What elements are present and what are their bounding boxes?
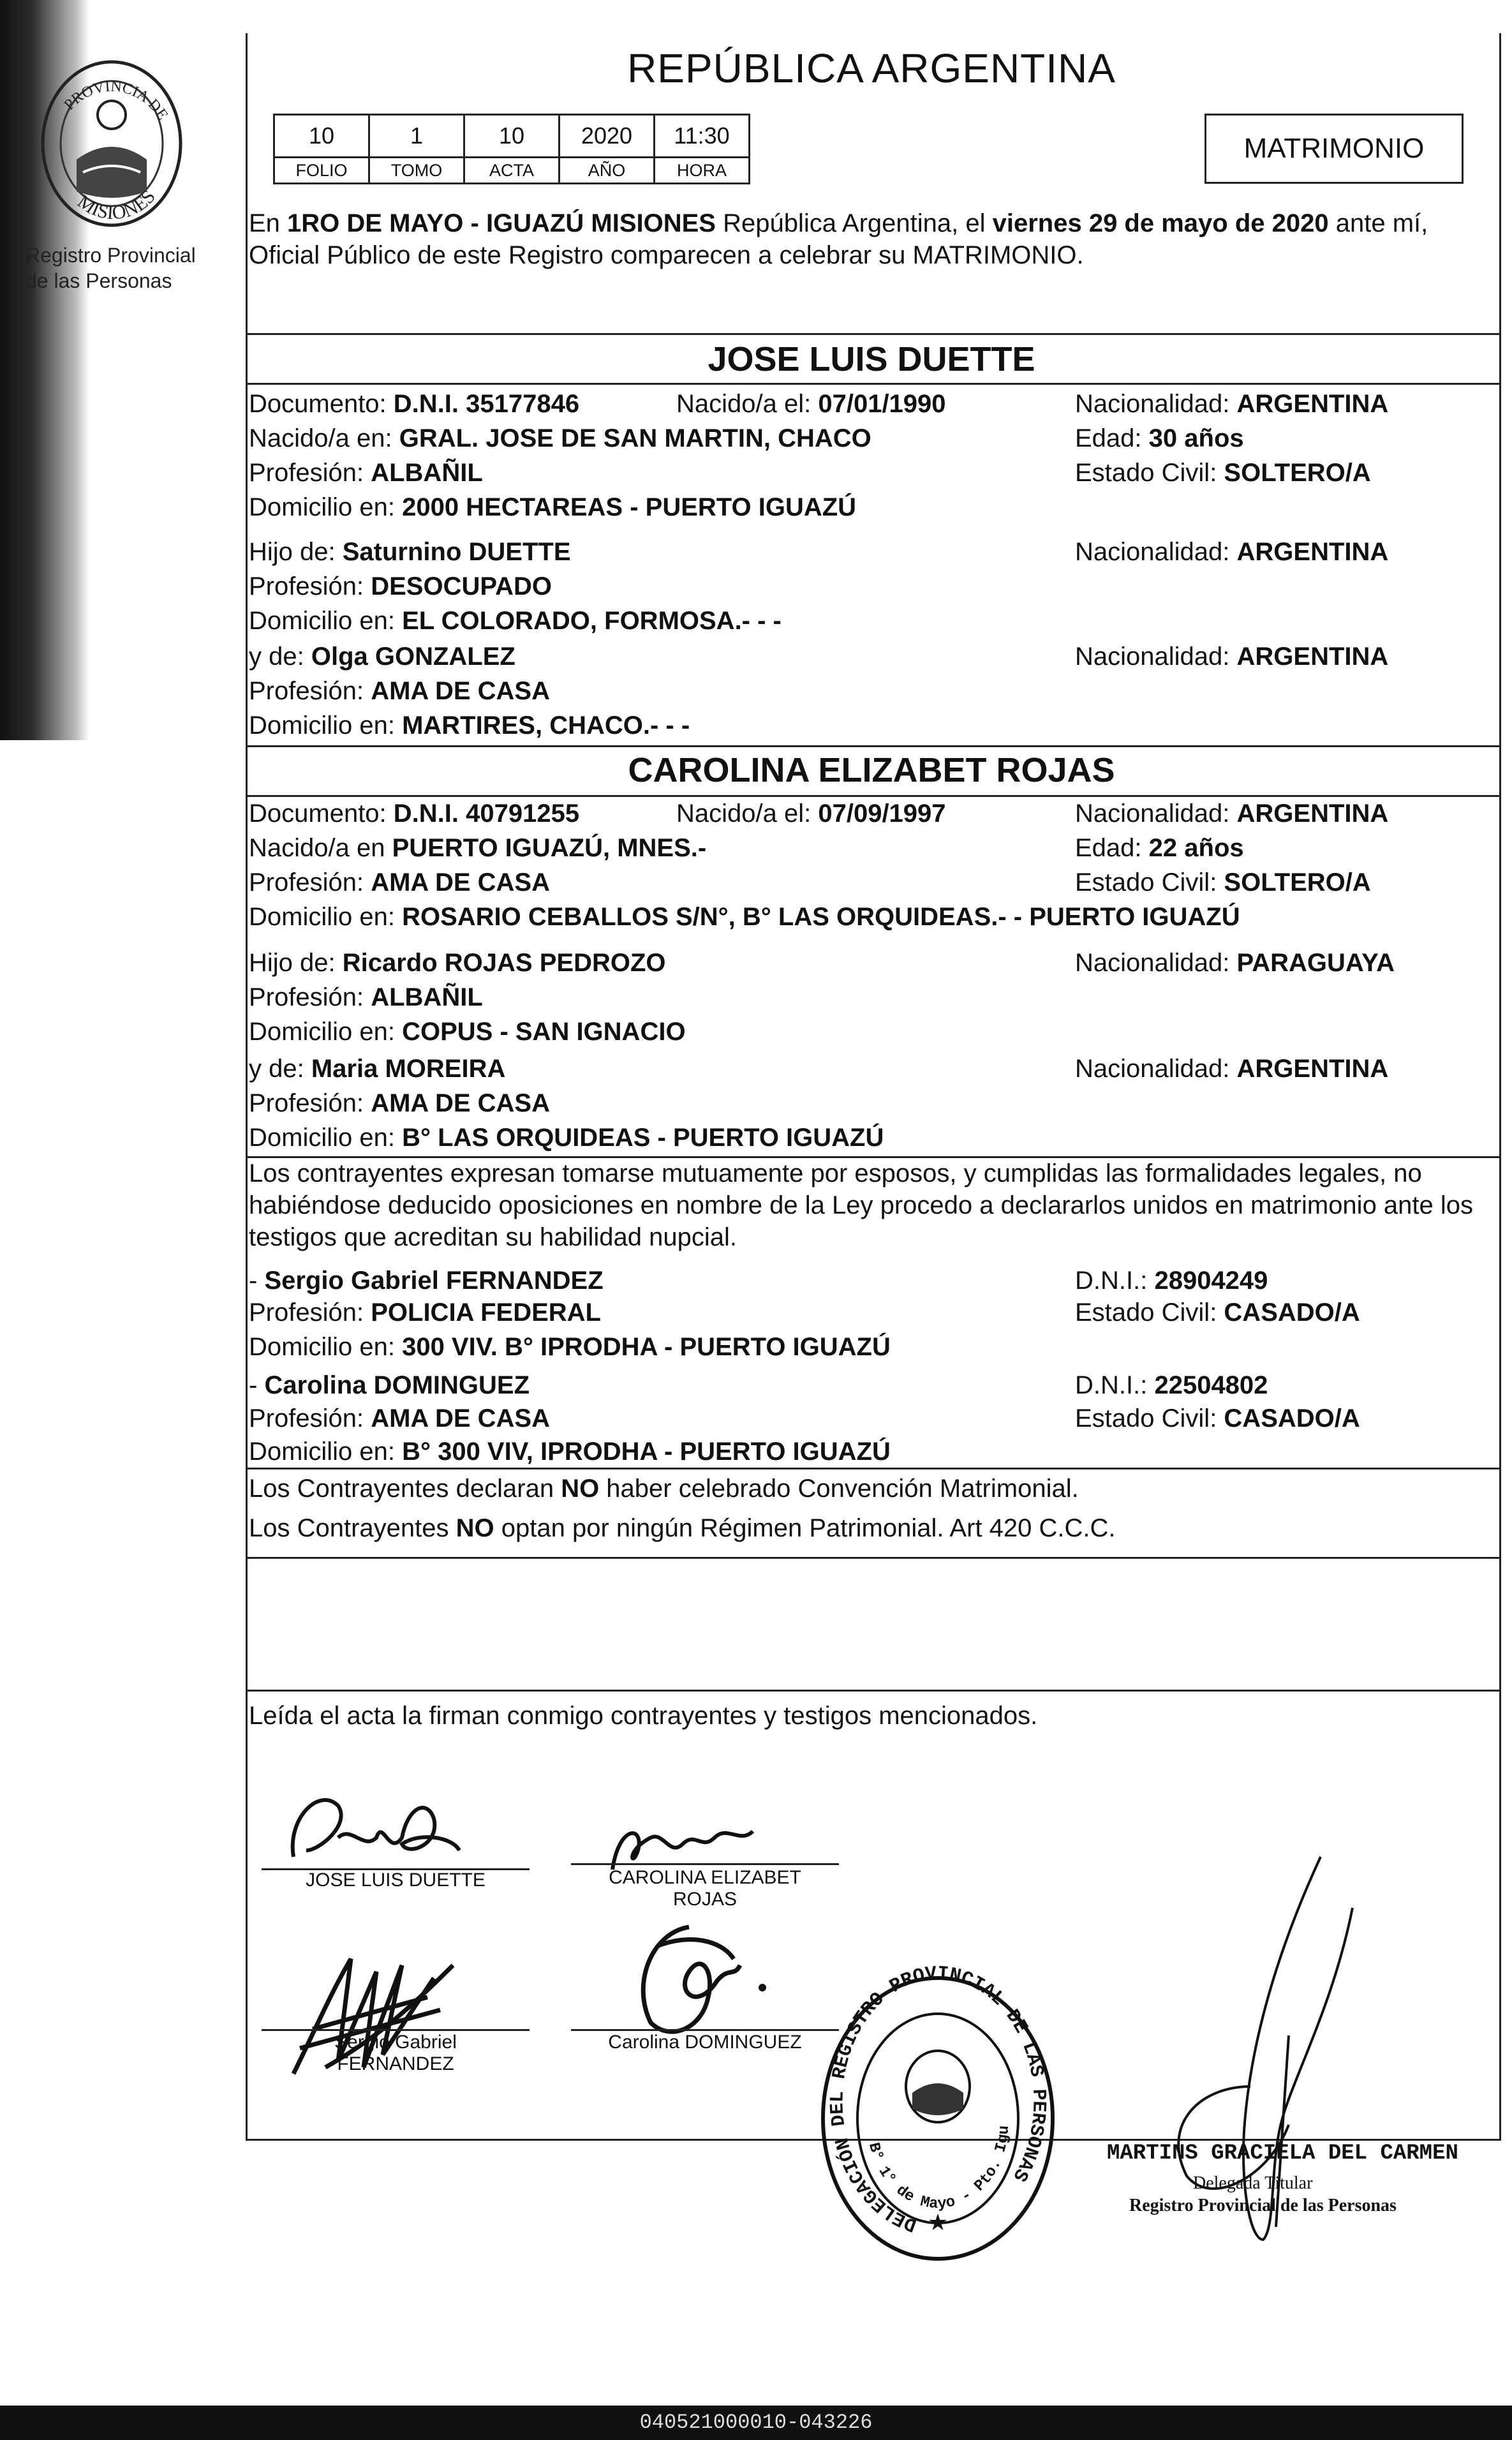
bride-document xyxy=(249,798,579,829)
divider xyxy=(246,1690,1499,1692)
official-role: Delegada Titular xyxy=(1193,2173,1313,2193)
official-office: Registro Provincial de las Personas xyxy=(1129,2196,1397,2215)
value: Maria MOREIRA xyxy=(311,1055,506,1083)
witness-2-profession xyxy=(249,1402,550,1434)
star-icon: ★ xyxy=(927,2209,949,2235)
bride-signature-label xyxy=(571,1867,839,1910)
value: 28904249 xyxy=(1154,1267,1268,1295)
bride-birth-date xyxy=(676,798,946,829)
label: Domicilio en: xyxy=(249,1018,403,1046)
value: ARGENTINA xyxy=(1236,800,1389,828)
groom-birth-place xyxy=(249,422,871,454)
groom-document xyxy=(249,388,579,420)
label: D.N.I.: xyxy=(1075,1267,1155,1295)
intro-text-1: En xyxy=(249,209,288,237)
line: Sergio Gabriel xyxy=(334,2032,457,2053)
witness-2-name xyxy=(249,1369,530,1401)
value: Ricardo ROJAS PEDROZO xyxy=(342,949,666,977)
groom-birth-date xyxy=(676,388,946,420)
acta-label: ACTA xyxy=(464,158,560,184)
anio-value: 2020 xyxy=(560,115,655,158)
value: COPUS - SAN IGNACIO xyxy=(402,1018,686,1046)
label: Documento: xyxy=(249,800,394,828)
value: ARGENTINA xyxy=(1236,1055,1389,1083)
value: D.N.I. 35177846 xyxy=(393,390,580,418)
value: Olga GONZALEZ xyxy=(311,643,515,671)
negation: NO xyxy=(456,1514,494,1542)
label: Profesión: xyxy=(249,868,371,896)
value: MARTIRES, CHACO.- - - xyxy=(402,711,690,740)
value: D.N.I. 40791255 xyxy=(393,800,580,828)
bride-age xyxy=(1075,832,1244,864)
value: CASADO/A xyxy=(1224,1298,1360,1327)
text: haber celebrado Convención Matrimonial. xyxy=(599,1475,1079,1503)
groom-name-heading: JOSE LUIS DUETTE xyxy=(708,340,1035,378)
value: ROSARIO CEBALLOS S/N°, B° LAS ORQUIDEAS.- - PUERTO IGUAZÚ xyxy=(402,903,1240,931)
value: ALBAÑIL xyxy=(371,983,483,1011)
intro-place: 1RO DE MAYO - IGUAZÚ MISIONES xyxy=(287,209,716,237)
value: ALBAÑIL xyxy=(371,459,483,487)
stamp-ring-text: DELEGACIÓN DEL REGISTRO PROVINCIAL DE LAS PERSONAS xyxy=(827,1963,1049,2236)
witness-1-signature-label xyxy=(262,2032,530,2075)
hora-label: HORA xyxy=(655,158,750,184)
registry-label-line1: Registro Provincial xyxy=(26,244,196,267)
value: POLICIA FEDERAL xyxy=(371,1298,601,1327)
value: ARGENTINA xyxy=(1236,390,1389,418)
groom-father-nationality xyxy=(1075,536,1388,568)
label: Edad: xyxy=(1075,834,1149,862)
label: Nacido/a en xyxy=(249,834,392,862)
label: Hijo de: xyxy=(249,949,343,977)
bride-mother-profession xyxy=(249,1087,550,1119)
label: Domicilio en: xyxy=(249,1438,403,1466)
label: Profesión: xyxy=(249,1404,371,1432)
acta-value: 10 xyxy=(464,115,560,158)
label: D.N.I.: xyxy=(1075,1371,1155,1399)
groom-signature-label: JOSE LUIS DUETTE xyxy=(306,1870,485,1891)
groom-father-address xyxy=(249,605,782,637)
witness-2-signature xyxy=(612,1908,778,2048)
value: AMA DE CASA xyxy=(371,677,550,705)
label: Domicilio en: xyxy=(249,1333,403,1361)
value: AMA DE CASA xyxy=(371,868,550,896)
bride-father-nationality xyxy=(1075,947,1395,979)
label: Profesión: xyxy=(249,572,371,600)
label: Domicilio en: xyxy=(249,607,403,635)
witness-1-address xyxy=(249,1331,891,1363)
value: B° LAS ORQUIDEAS - PUERTO IGUAZÚ xyxy=(402,1124,884,1152)
label: Nacionalidad: xyxy=(1075,1055,1237,1083)
text: Los Contrayentes xyxy=(249,1514,456,1542)
label: Estado Civil: xyxy=(1075,1404,1224,1432)
folio-label: FOLIO xyxy=(274,158,369,184)
text: Los Contrayentes declaran xyxy=(249,1475,561,1503)
label: Nacionalidad: xyxy=(1075,390,1237,418)
bullet: - xyxy=(249,1267,265,1295)
label: Nacido/a el: xyxy=(676,390,819,418)
groom-age xyxy=(1075,422,1244,454)
label: Estado Civil: xyxy=(1075,1298,1224,1327)
label: Hijo de: xyxy=(249,538,343,566)
groom-signature xyxy=(281,1780,472,1876)
registry-label xyxy=(26,242,217,294)
value: AMA DE CASA xyxy=(371,1404,550,1432)
groom-father-profession xyxy=(249,570,552,602)
label: Nacido/a en: xyxy=(249,424,399,452)
page-title: REPÚBLICA ARGENTINA xyxy=(627,45,1116,91)
label: Profesión: xyxy=(249,1298,371,1327)
declaration-paragraph: Los contrayentes expresan tomarse mutuamente por esposos, y cumplidas las formalidades legales, no habiéndose deducido oposiciones en nombre de la Ley procedo a declararlos unidos en matrimonio ante los testigos que acreditan su habilidad nupcial. xyxy=(249,1159,1474,1251)
line: FERNANDEZ xyxy=(337,2053,454,2074)
bride-mother-address xyxy=(249,1122,884,1154)
value: ARGENTINA xyxy=(1236,538,1389,566)
groom-nationality xyxy=(1075,388,1388,420)
record-type-box: MATRIMONIO xyxy=(1204,114,1464,184)
witness-1-profession xyxy=(249,1297,601,1328)
intro-text-2: República Argentina, el xyxy=(715,209,993,237)
witness-2-address xyxy=(249,1436,891,1468)
value: SOLTERO/A xyxy=(1224,459,1371,487)
groom-mother-nationality xyxy=(1075,641,1388,673)
value: 30 años xyxy=(1148,424,1244,452)
bride-father xyxy=(249,947,666,979)
label: Estado Civil: xyxy=(1075,459,1224,487)
divider xyxy=(246,383,1499,385)
anio-label: AÑO xyxy=(560,158,655,184)
tomo-label: TOMO xyxy=(369,158,464,184)
text: optan por ningún Régimen Patrimonial. Art 420 C.C.C. xyxy=(494,1514,1116,1542)
label: Domicilio en: xyxy=(249,493,403,521)
groom-address xyxy=(249,491,856,523)
folio-value: 10 xyxy=(274,115,369,158)
intro-date: viernes 29 de mayo de 2020 xyxy=(992,209,1329,237)
bride-nationality xyxy=(1075,798,1388,829)
stamp-inner-text: B° 1° de Mayo - Pto. Iguazú xyxy=(812,1960,1014,2213)
divider xyxy=(246,745,1499,747)
divider xyxy=(246,795,1499,797)
label: Estado Civil: xyxy=(1075,868,1224,896)
value: PARAGUAYA xyxy=(1236,949,1395,977)
bride-father-address xyxy=(249,1016,686,1048)
label: Documento: xyxy=(249,390,394,418)
witness-1-signature-line xyxy=(262,2029,530,2031)
witness-2-civil-status xyxy=(1075,1402,1360,1434)
label: Profesión: xyxy=(249,1089,371,1117)
value: B° 300 VIV, IPRODHA - PUERTO IGUAZÚ xyxy=(402,1438,891,1466)
witness-2-signature-line xyxy=(571,2029,839,2031)
divider xyxy=(246,333,1499,335)
label: y de: xyxy=(249,643,311,671)
value: Sergio Gabriel FERNANDEZ xyxy=(264,1267,604,1295)
document-code-bar: 040521000010-043226 xyxy=(0,2406,1512,2440)
value: 22 años xyxy=(1148,834,1244,862)
label: Nacionalidad: xyxy=(1075,800,1237,828)
value: Saturnino DUETTE xyxy=(342,538,571,566)
negation: NO xyxy=(561,1475,600,1503)
label: Profesión: xyxy=(249,677,371,705)
value: 22504802 xyxy=(1154,1371,1268,1399)
value: SOLTERO/A xyxy=(1224,868,1371,896)
groom-mother-profession xyxy=(249,675,550,707)
official-name: MARTINS GRACIELA DEL CARMEN xyxy=(1107,2141,1458,2166)
bride-signature-line xyxy=(571,1863,839,1865)
value: ARGENTINA xyxy=(1236,643,1389,671)
label: Edad: xyxy=(1075,424,1149,452)
bride-name-heading: CAROLINA ELIZABET ROJAS xyxy=(628,751,1115,789)
groom-mother xyxy=(249,641,515,673)
value: 07/09/1997 xyxy=(818,800,946,828)
witness-1-dni xyxy=(1075,1265,1268,1297)
bride-mother xyxy=(249,1053,505,1085)
label: y de: xyxy=(249,1055,311,1083)
label: Nacionalidad: xyxy=(1075,643,1237,671)
value: EL COLORADO, FORMOSA.- - - xyxy=(402,607,782,635)
label: Domicilio en: xyxy=(249,1124,403,1152)
label: Profesión: xyxy=(249,459,371,487)
line: CAROLINA ELIZABET xyxy=(609,1867,801,1888)
value: 2000 HECTAREAS - PUERTO IGUAZÚ xyxy=(402,493,857,521)
groom-profession xyxy=(249,457,483,489)
label: Profesión: xyxy=(249,983,371,1011)
closing-statement: Leída el acta la firman conmigo contrayentes y testigos mencionados. xyxy=(249,1702,1038,1730)
bride-civil-status xyxy=(1075,867,1371,898)
divider xyxy=(246,1557,1499,1559)
label: Nacionalidad: xyxy=(1075,949,1237,977)
registry-label-line2: de las Personas xyxy=(26,269,172,292)
value: Carolina DOMINGUEZ xyxy=(264,1371,530,1399)
value: DESOCUPADO xyxy=(371,572,552,600)
label: Domicilio en: xyxy=(249,711,403,740)
convention-line-2 xyxy=(249,1512,1116,1544)
bride-address xyxy=(249,901,1240,933)
registry-seal xyxy=(38,57,185,230)
value: 07/01/1990 xyxy=(818,390,946,418)
divider xyxy=(246,1468,1499,1469)
line: ROJAS xyxy=(672,1889,737,1910)
bride-mother-nationality xyxy=(1075,1053,1388,1085)
bullet: - xyxy=(249,1371,265,1399)
value: 300 VIV. B° IPRODHA - PUERTO IGUAZÚ xyxy=(402,1333,891,1361)
bride-birth-place xyxy=(249,832,706,864)
value: PUERTO IGUAZÚ, MNES.- xyxy=(392,834,707,862)
label: Domicilio en: xyxy=(249,903,403,931)
value: GRAL. JOSE DE SAN MARTIN, CHACO xyxy=(399,424,871,452)
bride-profession xyxy=(249,867,550,898)
intro-text-3: ante mí, Oficial Público de este Registro comparecen a celebrar su MATRIMONIO. xyxy=(249,209,1428,269)
label: Nacionalidad: xyxy=(1075,538,1237,566)
groom-civil-status xyxy=(1075,457,1371,489)
hora-value: 11:30 xyxy=(655,115,750,158)
bride-father-profession xyxy=(249,981,483,1013)
registry-stamp xyxy=(812,1960,1059,2265)
registry-fields-table xyxy=(273,114,750,184)
witness-2-dni xyxy=(1075,1369,1268,1401)
convention-line-1 xyxy=(249,1473,1079,1505)
value: AMA DE CASA xyxy=(371,1089,550,1117)
witness-1-name xyxy=(249,1265,604,1297)
tomo-value: 1 xyxy=(369,115,464,158)
groom-father xyxy=(249,536,571,568)
seal-text-bottom: MISIONES xyxy=(73,186,159,224)
witness-1-civil-status xyxy=(1075,1297,1360,1328)
seal-text-top: PROVINCIA DE xyxy=(61,78,171,123)
groom-mother-address xyxy=(249,710,690,741)
label: Nacido/a el: xyxy=(676,800,819,828)
witness-2-signature-label: Carolina DOMINGUEZ xyxy=(608,2032,802,2053)
intro-paragraph xyxy=(249,207,1493,271)
value: CASADO/A xyxy=(1224,1404,1360,1432)
